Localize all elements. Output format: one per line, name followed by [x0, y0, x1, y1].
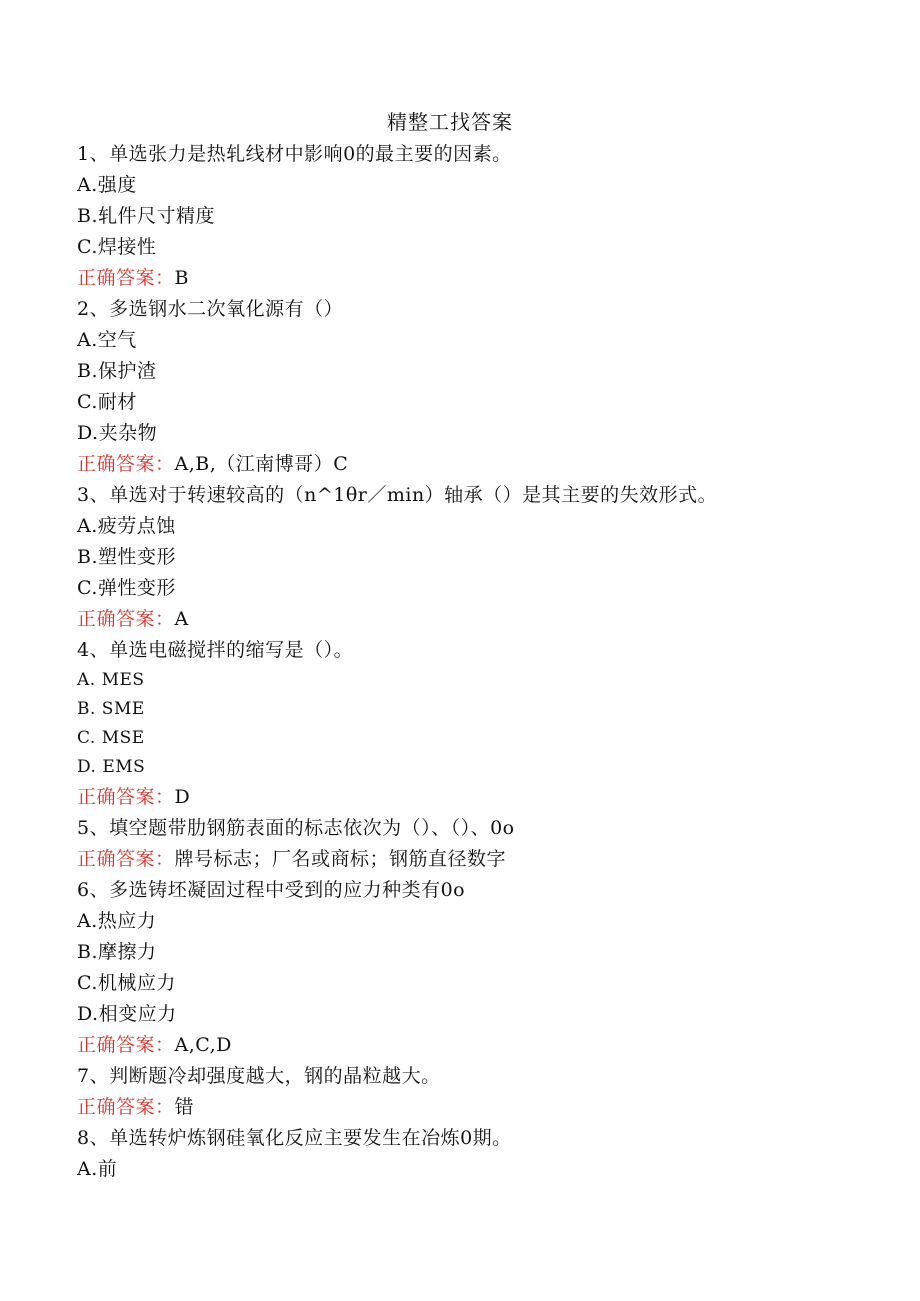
- option-text: D.夹杂物: [77, 422, 158, 444]
- option-text: D. EMS: [77, 757, 146, 777]
- answer-value: A,B,（江南博哥）C: [174, 453, 349, 475]
- option-text: A.热应力: [77, 910, 157, 932]
- answer-line: [77, 263, 897, 294]
- answer-line: [77, 1030, 897, 1061]
- option-text: C.机械应力: [77, 972, 176, 994]
- option-text: A. MES: [77, 670, 145, 690]
- option-text: B. SME: [77, 699, 145, 719]
- answer-line: [77, 844, 897, 875]
- question-text: 8、单选转炉炼钢硅氧化反应主要发生在冶炼0期。: [77, 1127, 512, 1149]
- answer-label: 正确答案：: [77, 786, 175, 808]
- option-text: A.前: [77, 1158, 118, 1180]
- answer-label: 正确答案：: [77, 453, 175, 475]
- option-text: B.摩擦力: [77, 941, 157, 963]
- question-text: 1、单选张力是热轧线材中影响0的最主要的因素。: [77, 143, 512, 165]
- answer-value: 错: [174, 1096, 195, 1118]
- question-text: 3、单选对于转速较高的（n^1θr／min）轴承（）是其主要的失效形式。: [77, 484, 718, 506]
- answer-label: 正确答案：: [77, 267, 175, 289]
- option-text: C.弹性变形: [77, 577, 176, 599]
- question-text: 5、填空题带肋钢筋表面的标志依次为（）、（）、0o: [77, 817, 515, 839]
- answer-value: A: [174, 608, 189, 630]
- answer-label: 正确答案：: [77, 608, 175, 630]
- question-text: 4、单选电磁搅拌的缩写是（）。: [77, 639, 354, 661]
- option-text: D.相变应力: [77, 1003, 177, 1025]
- option-text: C.耐材: [77, 391, 137, 413]
- option-text: A.强度: [77, 174, 137, 196]
- question-text: 6、多选铸坯凝固过程中受到的应力种类有0o: [77, 879, 466, 901]
- answer-label: 正确答案：: [77, 1096, 175, 1118]
- answer-line: [77, 604, 897, 635]
- answer-label: 正确答案：: [77, 848, 175, 870]
- answer-line: [77, 1092, 897, 1123]
- option-text: A.疲劳点蚀: [77, 515, 176, 537]
- option-text: C.焊接性: [77, 236, 157, 258]
- option-text: A.空气: [77, 329, 137, 351]
- answer-value: 牌号标志；厂名或商标；钢筋直径数字: [174, 848, 507, 870]
- option-text: B.塑性变形: [77, 546, 177, 568]
- question-text: 2、多选钢水二次氧化源有（）: [77, 298, 344, 320]
- answer-line: [77, 449, 897, 480]
- answer-value: B: [174, 267, 189, 289]
- answer-label: 正确答案：: [77, 1034, 175, 1056]
- option-text: B.轧件尺寸精度: [77, 205, 216, 227]
- answer-value: A,C,D: [174, 1034, 232, 1056]
- question-list: [77, 139, 897, 1185]
- answer-line: [77, 782, 897, 813]
- document-title: 精整工找答案: [387, 110, 513, 134]
- option-text: C. MSE: [77, 728, 145, 748]
- option-text: B.保护渣: [77, 360, 157, 382]
- question-text: 7、判断题冷却强度越大，钢的晶粒越大。: [77, 1065, 441, 1087]
- answer-value: D: [174, 786, 191, 808]
